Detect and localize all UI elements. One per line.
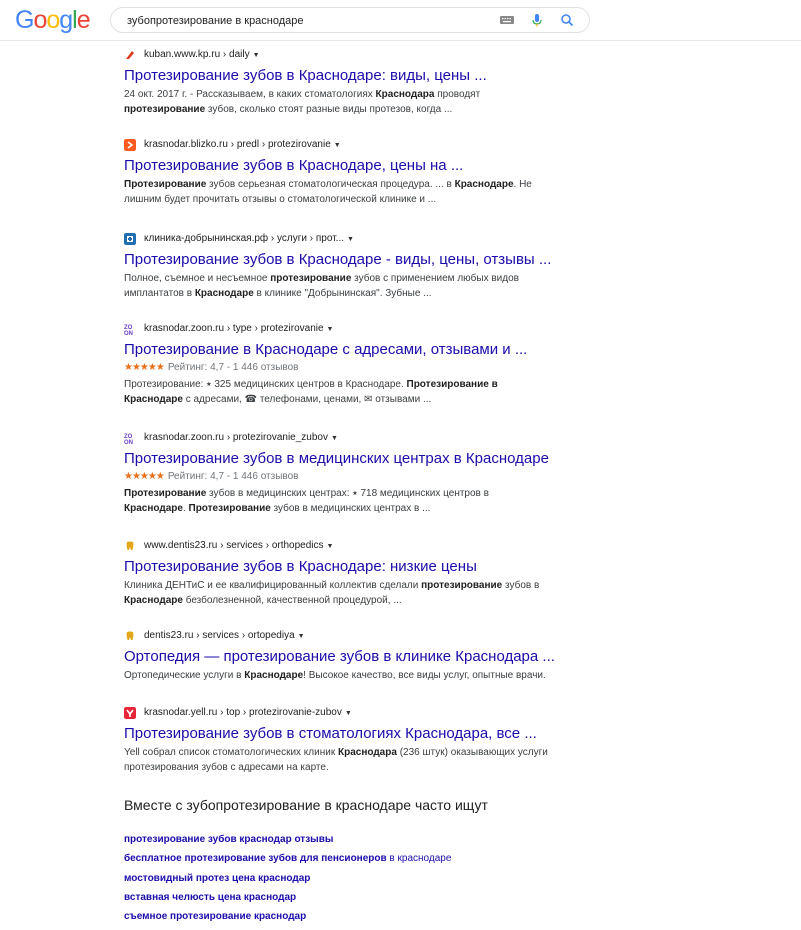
related-bold-text: мостовидный протез цена краснодар: [124, 873, 311, 884]
snippet-bold-text: протезирование: [124, 104, 206, 115]
search-result: [124, 706, 584, 775]
result-cite-text: клиника-добрынинская.рф › услуги › прот...: [144, 233, 344, 244]
search-result: [124, 539, 584, 608]
snippet-text: Yell собрал список стоматологических клиник: [124, 747, 338, 758]
result-title-link[interactable]: Протезирование зубов в Краснодаре, цены на ...: [124, 157, 464, 174]
result-snippet: [124, 486, 584, 516]
snippet-bold-text: Краснодаре: [454, 179, 514, 190]
related-bold-text: съемное протезирование краснодар: [124, 911, 307, 922]
search-result: [124, 322, 584, 407]
snippet-text: зубов серьезная стоматологическая процедура. ... в: [206, 179, 455, 190]
snippet-bold-text: Краснодара: [375, 89, 435, 100]
result-cite-text: dentis23.ru › services › ortopediya: [144, 630, 295, 641]
result-cite-text: www.dentis23.ru › services › orthopedics: [144, 540, 324, 551]
snippet-bold-text: Протезирование в: [406, 379, 498, 390]
svg-text:ON: ON: [124, 440, 133, 444]
snippet-line: [124, 87, 584, 102]
chevron-down-icon[interactable]: ▼: [333, 142, 341, 149]
chevron-down-icon[interactable]: ▼: [326, 326, 334, 333]
snippet-bold-text: Краснодаре: [194, 288, 254, 299]
snippet-line: [124, 286, 584, 301]
snippet-text: Протезирование: ⭑ 325 медицинских центров в Краснодаре.: [124, 379, 407, 390]
snippet-line: [124, 177, 584, 192]
snippet-text: с адресами, ☎ телефонами, ценами, ✉ отзывами ...: [182, 394, 432, 405]
svg-text:ON: ON: [124, 331, 133, 335]
blizko-favicon-icon: [124, 139, 136, 151]
svg-text:ZO: ZO: [124, 434, 133, 440]
rating-stars-icon: ★★★★★: [124, 471, 164, 482]
snippet-bold-text: Краснодаре: [124, 394, 183, 405]
result-cite-text: krasnodar.yell.ru › top › protezirovanie-zubov: [144, 707, 342, 718]
snippet-text: протезирования зубов с адресами на карте.: [124, 762, 329, 773]
logo-letter: o: [46, 6, 60, 34]
result-title-link[interactable]: Протезирование зубов в стоматологиях Краснодара, все ...: [124, 725, 537, 742]
snippet-line: [124, 501, 584, 516]
result-title-link[interactable]: Протезирование зубов в медицинских центрах в Краснодаре: [124, 450, 549, 467]
snippet-text: зубов в медицинских центрах в ...: [270, 503, 431, 514]
snippet-line: [124, 745, 584, 760]
snippet-bold-text: протезирование: [270, 273, 352, 284]
search-result: [124, 431, 584, 516]
result-title-link[interactable]: Протезирование в Краснодаре с адресами, отзывами и ...: [124, 341, 528, 358]
result-rating: [124, 470, 584, 484]
snippet-line: [124, 392, 584, 407]
result-title-link[interactable]: Протезирование зубов в Краснодаре: виды, цены ...: [124, 67, 487, 84]
search-result: [124, 629, 584, 683]
microphone-icon[interactable]: [529, 12, 545, 28]
snippet-text: зубов в медицинских центрах: ⭑ 718 медицинских центров в: [206, 488, 489, 499]
kp-favicon-icon: [124, 49, 136, 61]
chevron-down-icon[interactable]: ▼: [252, 52, 260, 59]
result-title-link[interactable]: Протезирование зубов в Краснодаре - виды, цены, отзывы ...: [124, 251, 552, 268]
svg-text:ZO: ZO: [124, 325, 133, 331]
result-snippet: [124, 578, 584, 608]
snippet-text: зубов с применением любых видов: [351, 273, 519, 284]
keyboard-icon[interactable]: [499, 12, 515, 28]
result-cite-text: krasnodar.blizko.ru › predl › protezirovanie: [144, 139, 331, 150]
result-url[interactable]: [124, 629, 584, 643]
chevron-down-icon[interactable]: ▼: [331, 435, 338, 442]
snippet-line: [124, 271, 584, 286]
search-input[interactable]: [125, 10, 499, 32]
zoon-favicon-icon: [124, 432, 136, 444]
snippet-text: Полное, съемное и несъемное: [124, 273, 271, 284]
result-snippet: [124, 87, 584, 117]
snippet-line: [124, 102, 584, 117]
zoon-favicon-icon: [124, 323, 136, 335]
result-url[interactable]: [124, 138, 584, 152]
result-url[interactable]: [124, 232, 584, 246]
related-search-link[interactable]: [124, 873, 584, 884]
search-result: [124, 138, 584, 207]
result-url[interactable]: [124, 706, 584, 720]
result-url[interactable]: [124, 539, 584, 553]
snippet-bold-text: Протезирование: [188, 503, 271, 514]
chevron-down-icon[interactable]: ▼: [344, 710, 352, 717]
chevron-down-icon[interactable]: ▼: [326, 543, 334, 550]
related-search-link[interactable]: [124, 892, 584, 903]
related-bold-text: протезирование зубов краснодар отзывы: [124, 834, 334, 845]
result-snippet: [124, 377, 584, 407]
search-icon[interactable]: [559, 12, 575, 28]
snippet-line: [124, 486, 584, 501]
rating-text: Рейтинг: 4,7 - 1 446 отзывов: [167, 362, 299, 373]
result-snippet: [124, 668, 584, 683]
snippet-bold-text: Краснодара: [337, 747, 397, 758]
result-url[interactable]: [124, 431, 584, 445]
chevron-down-icon[interactable]: ▼: [347, 236, 354, 243]
snippet-bold-text: Краснодаре: [124, 595, 183, 606]
search-box: [110, 7, 590, 33]
snippet-text: безболезненной, качественной процедурой, ...: [182, 595, 402, 606]
snippet-text: Ортопедические услуги в: [124, 670, 245, 681]
header: [0, 0, 801, 41]
search-result: [124, 232, 584, 301]
snippet-bold-text: Краснодаре: [244, 670, 304, 681]
related-bold-text: вставная челюсть цена краснодар: [124, 892, 297, 903]
related-bold-text: бесплатное протезирование зубов для пенсионеров: [124, 853, 387, 864]
snippet-text: .: [182, 503, 189, 514]
snippet-line: [124, 192, 584, 207]
search-result: [124, 48, 584, 117]
snippet-text: (236 штук) оказывающих услуги: [396, 747, 548, 758]
tooth-favicon-icon: [124, 630, 136, 642]
snippet-bold-text: Протезирование: [124, 179, 207, 190]
result-cite-text: kuban.www.kp.ru › daily: [144, 49, 250, 60]
snippet-line: [124, 578, 584, 593]
snippet-text: в клинике "Добрынинская". Зубные ...: [253, 288, 432, 299]
related-light-text: в краснодаре: [386, 853, 452, 864]
snippet-line: [124, 668, 584, 683]
logo-letter: g: [59, 6, 73, 34]
logo-letter: e: [76, 6, 90, 34]
result-rating: [124, 361, 584, 375]
rating-text: Рейтинг: 4,7 - 1 446 отзывов: [167, 471, 299, 482]
snippet-line: [124, 760, 584, 775]
yell-favicon-icon: [124, 707, 136, 719]
result-snippet: [124, 271, 584, 301]
snippet-text: имплантатов в: [124, 288, 195, 299]
logo-letter: G: [15, 6, 34, 34]
snippet-line: [124, 593, 584, 608]
snippet-text: . Не: [513, 179, 532, 190]
snippet-text: 24 окт. 2017 г. - Рассказываем, в каких стоматологиях: [124, 89, 376, 100]
snippet-line: [124, 377, 584, 392]
chevron-down-icon[interactable]: ▼: [297, 633, 305, 640]
related-search-link[interactable]: [124, 853, 584, 864]
snippet-text: зубов, сколько стоят разные виды протезов, когда ...: [205, 104, 453, 115]
result-title-link[interactable]: Ортопедия — протезирование зубов в клинике Краснодара ...: [124, 648, 555, 665]
result-cite-text: krasnodar.zoon.ru › type › protezirovanie: [144, 323, 324, 334]
logo-letter: o: [33, 6, 47, 34]
snippet-text: зубов в: [502, 580, 540, 591]
result-url[interactable]: [124, 322, 584, 336]
snippet-bold-text: Краснодаре: [124, 503, 183, 514]
result-snippet: [124, 177, 584, 207]
clinic-favicon-icon: [124, 233, 136, 245]
snippet-text: проводят: [434, 89, 481, 100]
snippet-text: Клиника ДЕНТиС и ее квалифицированный коллектив сделали: [124, 580, 422, 591]
related-search-link[interactable]: [124, 911, 584, 922]
snippet-bold-text: протезирование: [421, 580, 503, 591]
result-url[interactable]: [124, 48, 584, 62]
related-search-link[interactable]: [124, 834, 584, 845]
related-searches-heading: Вместе с зубопротезирование в краснодаре часто ищут: [124, 797, 488, 813]
rating-stars-icon: ★★★★★: [124, 362, 164, 373]
result-title-link[interactable]: Протезирование зубов в Краснодаре: низкие цены: [124, 558, 477, 575]
snippet-text: ! Высокое качество, все виды услуг, опытные врачи.: [303, 670, 546, 681]
snippet-bold-text: Протезирование: [124, 488, 207, 499]
result-cite-text: krasnodar.zoon.ru › protezirovanie_zubov: [144, 432, 328, 443]
result-snippet: [124, 745, 584, 775]
logo-letter: l: [72, 6, 77, 34]
google-logo[interactable]: [15, 6, 90, 34]
snippet-text: лишним будет прочитать отзывы о стоматологической клинике и ...: [124, 194, 437, 205]
tooth-favicon-icon: [124, 540, 136, 552]
